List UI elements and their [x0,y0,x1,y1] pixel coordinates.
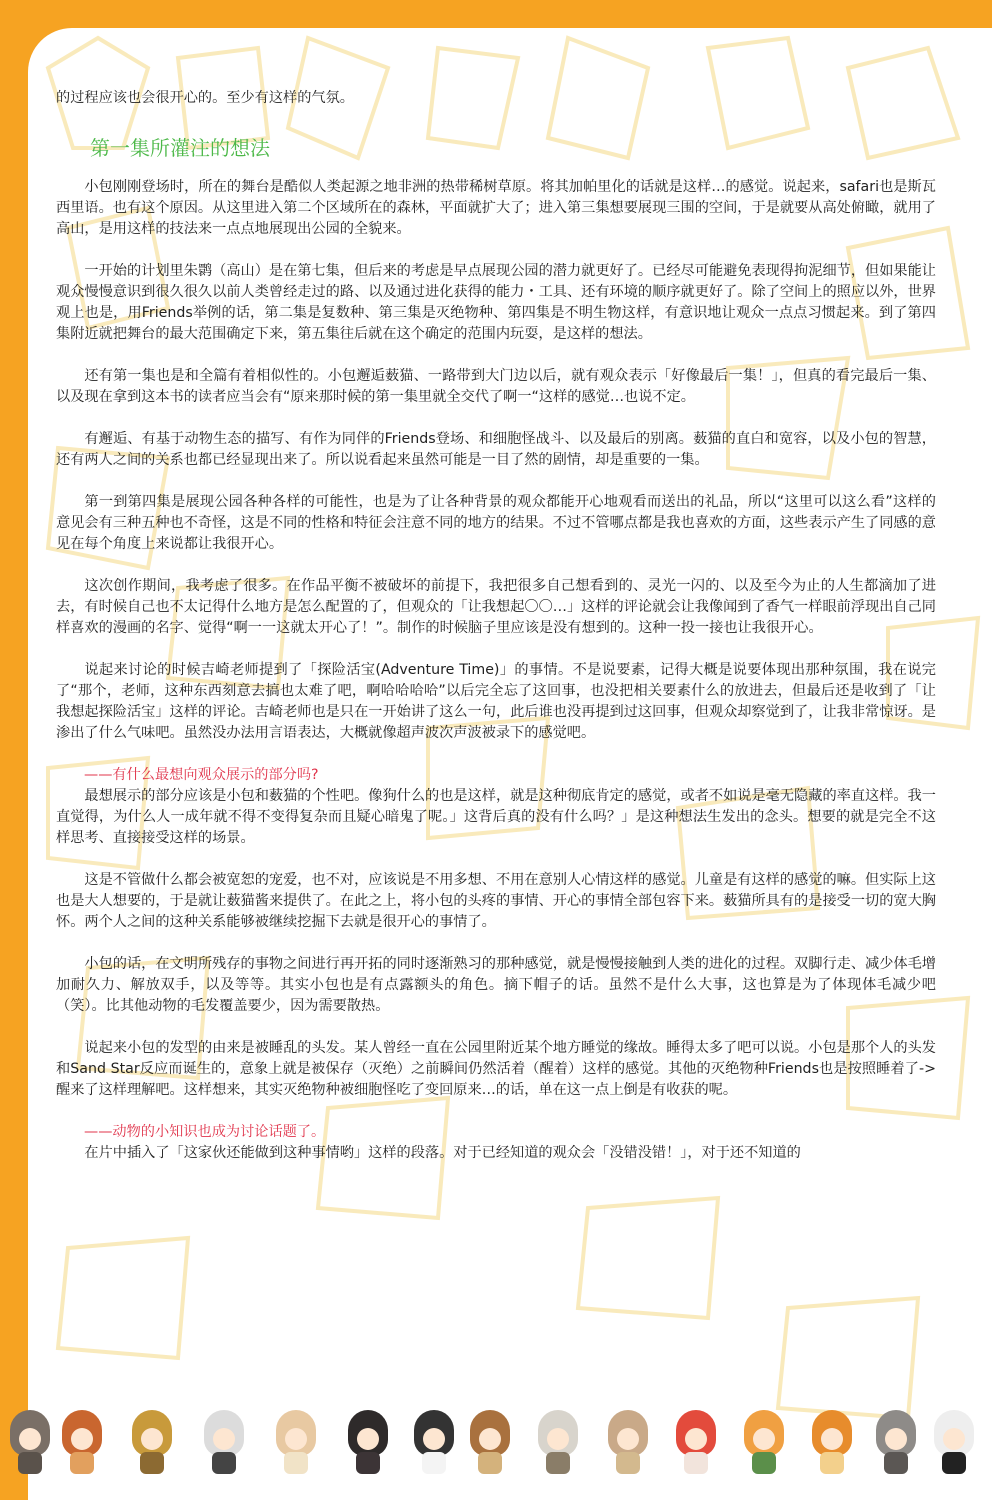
article-body [56,88,936,1164]
intro-line: 的过程应该也会很开心的。至少有这样的气氛。 [56,90,354,106]
character-chibi [62,1410,102,1474]
character-chibi [812,1410,852,1474]
character-chibi [538,1410,578,1474]
paragraph-2: 一开始的计划里朱鹮（高山）是在第七集，但后来的考虑是早点展现公园的潜力就更好了。已经尽可能避免表现得拘泥细节，但如果能让观众慢慢意识到很久很久以前人类曾经走过的路、以及通过进化获得的能力・工具、还有环境的顺序就更好了。除了空间上的照应以外，世界观上也是，用Friends举例的话，第二集是复数种、第三集是灭绝物种、第四集是不明生物这样，有意识地让观众一点点习惯起来。到了第四集附近就把舞台的最大范围确定下来，第五集往后就在这个确定的范围内玩耍，是这样的想法。 [56,263,936,342]
character-chibi [608,1410,648,1474]
character-chibi [934,1410,974,1474]
interview-question-2: ——动物的小知识也成为讨论话题了。 [84,1124,326,1140]
character-chibi [10,1410,50,1474]
character-lineup-footer [0,1408,992,1500]
paragraph-4: 有邂逅、有基于动物生态的描写、有作为同伴的Friends登场、和细胞怪战斗、以及最后的别离。薮猫的直白和宽容，以及小包的智慧，还有两人之间的关系也都已经显现出来了。所以说看起来虽然可能是一目了然的剧情，却是重要的一集。 [56,431,936,468]
character-chibi [876,1410,916,1474]
character-chibi [348,1410,388,1474]
paragraph-11: 说起来小包的发型的由来是被睡乱的头发。某人曾经一直在公园里附近某个地方睡觉的缘故。睡得太多了吧可以说。小包是那个人的头发和Sand Star反应而诞生的，意象上就是被保存（灭绝）之前瞬间仍然活着（醒着）这样的感觉。其他的灭绝物种Friends也是按照睡着了->醒来了这样理解吧。这样想来，其实灭绝物种被细胞怪吃了变回原来…的话，单在这一点上倒是有收获的呢。 [56,1040,936,1098]
character-chibi [414,1410,454,1474]
character-chibi [132,1410,172,1474]
character-chibi [676,1410,716,1474]
paragraph-9: 这是不管做什么都会被宽恕的宠爱，也不对，应该说是不用多想、不用在意别人心情这样的感觉。儿童是有这样的感觉的嘛。但实际上这也是大人想要的，于是就让薮猫酱来提供了。在此之上，将小包的头疼的事情、开心的事情全部包容下来。薮猫所具有的是接受一切的宽大胸怀。两个人之间的这种关系能够被继续挖掘下去就是很开心的事情了。 [56,872,936,930]
paragraph-1: 小包刚刚登场时，所在的舞台是酷似人类起源之地非洲的热带稀树草原。将其加帕里化的话就是这样…的感觉。说起来，safari也是斯瓦西里语。也有这个原因。从这里进入第二个区域所在的森林，平面就扩大了；进入第三集想要展现三围的空间，于是就要从高处俯瞰，就用了高山，是用这样的技法来一点点地展现出公园的全貌来。 [56,179,936,237]
interview-question-1: ——有什么最想向观众展示的部分吗? [84,767,319,783]
paragraph-3: 还有第一集也是和全篇有着相似性的。小包邂逅薮猫、一路带到大门边以后，就有观众表示「好像最后一集！」，但真的看完最后一集、以及现在拿到这本书的读者应当会有“原来那时候的第一集里就全交代了啊一“这样的感觉…也说不定。 [56,368,936,405]
page-sheet [28,28,992,1500]
section-heading: 第一集所灌注的想法 [90,136,270,160]
paragraph-10: 小包的话，在文明所残存的事物之间进行再开拓的同时逐渐熟习的那种感觉，就是慢慢接触到人类的进化的过程。双脚行走、减少体毛增加耐久力、解放双手，以及等等。其实小包也是有点露额头的角色。摘下帽子的话。虽然不是什么大事，这也算是为了体现体毛减少吧（笑）。比其他动物的毛发覆盖要少，因为需要散热。 [56,956,936,1014]
paragraph-8: 最想展示的部分应该是小包和薮猫的个性吧。像狗什么的也是这样，就是这种彻底肯定的感觉，或者不如说是毫无隐藏的率直这样。我一直觉得，为什么人一成年就不得不变得复杂而且疑心暗鬼了呢。」这背后真的没有什么吗？」是这种想法生发出的念头。想要的就是完全不这样思考、直接接受这样的场景。 [56,788,936,846]
character-chibi [470,1410,510,1474]
paragraph-12: 在片中插入了「这家伙还能做到这种事情哟」这样的段落。对于已经知道的观众会「没错没错！」，对于还不知道的 [84,1145,801,1161]
character-chibi [276,1410,316,1474]
character-chibi [744,1410,784,1474]
paragraph-7: 说起来讨论的时候吉崎老师提到了「探险活宝(Adventure Time)」的事情。不是说要素，记得大概是说要体现出那种氛围，我在说完了“那个，老师，这种东西刻意去搞也太难了吧，啊哈哈哈哈”以后完全忘了这回事，也没把相关要素什么的放进去，但最后还是收到了「让我想起探险活宝」这样的评论。吉崎老师也是只在一开始讲了这么一句，此后谁也没再提到过这回事，但观众却察觉到了，让我非常惊讶。是渗出了什么气味吧。虽然没办法用言语表达，大概就像超声波次声波被录下的感觉吧。 [56,662,936,741]
paragraph-5: 第一到第四集是展现公园各种各样的可能性，也是为了让各种背景的观众都能开心地观看而送出的礼品，所以“这里可以这么看”这样的意见会有三种五种也不奇怪，这是不同的性格和特征会注意不同的地方的结果。不过不管哪点都是我也喜欢的方面，这些表示产生了同感的意见在每个角度上来说都让我很开心。 [56,494,936,552]
character-chibi [204,1410,244,1474]
paragraph-6: 这次创作期间，我考虑了很多。在作品平衡不被破坏的前提下，我把很多自己想看到的、灵光一闪的、以及至今为止的人生都滴加了进去，有时候自己也不太记得什么地方是怎么配置的了，但观众的「让我想起〇〇…」这样的评论就会让我像闻到了香气一样眼前浮现出自己同样喜欢的漫画的名字、觉得“啊一一这就太开心了！”。制作的时候脑子里应该是没有想到的。这种一投一接也让我很开心。 [56,578,936,636]
